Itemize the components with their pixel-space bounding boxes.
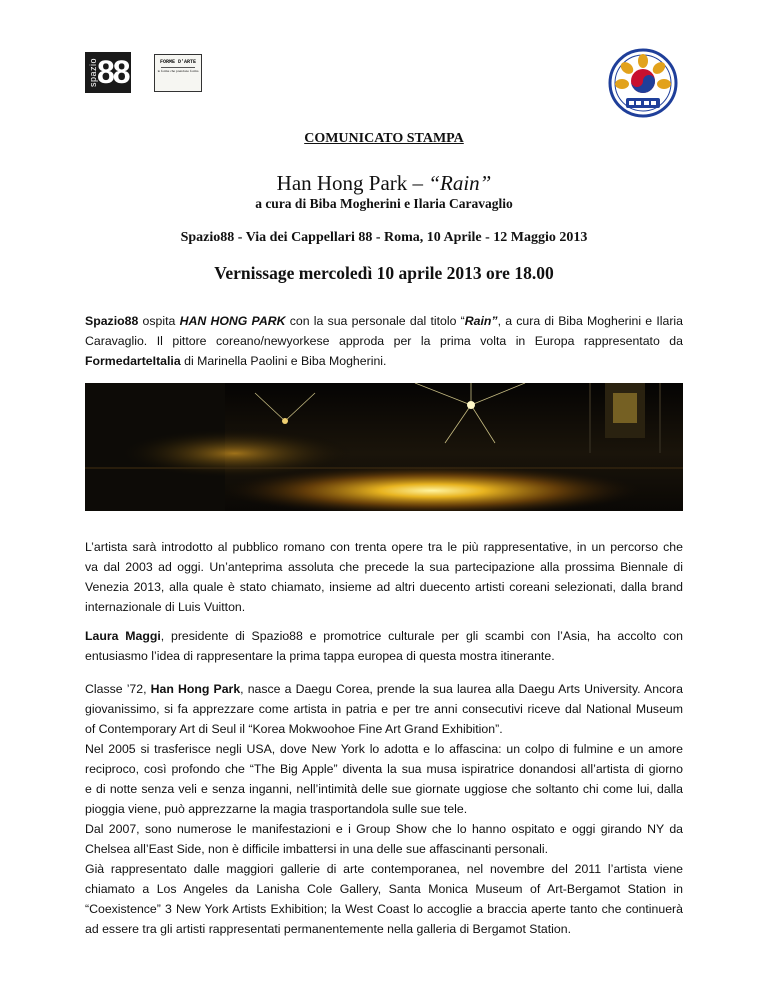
gallery-name: FormedarteItalia (85, 354, 181, 368)
paragraph-line: Dal 2007, sono numerose le manifestazioni e i Group Show che lo hanno ospitato e oggi girando NY da (85, 822, 683, 836)
paragraph-line (85, 679, 683, 699)
paragraph-line: va dal 2003 ad oggi. Un’anteprima assoluta che precede la sua partecipazione alla prossima Biennale di (85, 560, 683, 574)
forme-darte-logo (154, 54, 202, 92)
venue-name: Spazio88 (85, 314, 139, 328)
paragraph-line (85, 626, 683, 646)
intro-line-2: Caravaglio. Il pittore coreano/newyorkese approda per la prima volta in Europa rappresentato da (85, 334, 683, 348)
title-rain: Rain” (464, 314, 498, 328)
paragraph-line: Venezia 2013, alla quale è stato chiamato, insieme ad altri duecento artisti coreani selezionati, dalla brand (85, 580, 683, 594)
spazio-logo-text: spazio (88, 58, 98, 88)
intro-text: ospita (138, 314, 180, 328)
president-name: Laura Maggi (85, 629, 161, 643)
paragraph-line: reciproco, così profondo che “The Big Apple” diventa la sua musa ispiratrice donandosi all’artista di giorno (85, 762, 683, 776)
venue-dates-line: Spazio88 - Via dei Cappellari 88 - Roma, 10 Aprile - 12 Maggio 2013 (180, 230, 588, 245)
artist-name-bold: Han Hong Park (150, 682, 241, 696)
title-artist: Han Hong Park – (276, 171, 429, 195)
paragraph-text: Classe ’72, (85, 682, 151, 696)
paragraph-line: Già rappresentato dalle maggiori gallerie di arte contemporanea, nel novembre del 2011 l’artista viene (85, 862, 683, 876)
paragraph-line: entusiasmo l’idea di rappresentare la prima tappa europea di questa mostra itinerante. (85, 649, 555, 663)
paragraph-laura-maggi (85, 626, 683, 666)
intro-text: di Marinella Paolini e Biba Mogherini. (180, 354, 387, 368)
paragraph-line: chiamato a Los Angeles da Lanisha Cole Gallery, Santa Monica Museum of Art-Bergamot Station in (85, 882, 683, 896)
paragraph-line: “Coexistence” 3 New York Artists Exhibition; la West Coast lo accoglie a braccia aperte tanto che continuerà (85, 902, 683, 916)
paragraph-text: , nasce a Daegu Corea, prende la sua laurea alla Daegu Arts University. Ancora (240, 682, 683, 696)
paragraph-line: Nel 2005 si trasferisce negli USA, dove New York lo adotta e lo affascina: un colpo di fulmine e un amore (85, 742, 683, 756)
intro-text: , a cura di Biba Mogherini e Ilaria (497, 314, 683, 328)
forme-logo-title: FORME D'ARTE (159, 59, 196, 65)
intro-paragraph (85, 311, 683, 371)
korean-emblem-seal-icon (608, 48, 678, 118)
paragraph-line: e di notte senza veli e senza inganni, nell’intimità delle sue giornate uggiose che soltanto chi come lui, dalla (85, 782, 683, 796)
paragraph-biography (85, 679, 683, 939)
spazio-logo-number: 88 (97, 54, 129, 90)
curators-line: a cura di Biba Mogherini e Ilaria Caravaglio (255, 196, 513, 211)
rain-painting-image (85, 383, 683, 511)
spazio88-logo (85, 52, 131, 93)
paragraph-line: giovanissimo, si fa apprezzare come artista in patria e per tre anni consecutivi riceve dal National Museum (85, 702, 683, 716)
forme-logo-subtitle: le forme che prendono forma (157, 69, 199, 73)
paragraph-line: pioggia viene, può apprezzarne la magia trasportandola sulle sue tele. (85, 802, 468, 816)
title-work: “Rain” (428, 171, 492, 195)
paragraph-text: , presidente di Spazio88 e promotrice culturale per gli scambi con l’Asia, ha accolto con (160, 629, 683, 643)
artist-name: HAN HONG PARK (179, 314, 286, 328)
intro-line-1 (85, 311, 683, 331)
paragraph-line: internazionale di Luis Vuitton. (85, 600, 246, 614)
paragraph-line: of Contemporary Art di Seul il “Korea Mokwoohoe Fine Art Grand Exhibition”. (85, 722, 503, 736)
paragraph-line: Chelsea all’East Side, non è difficile imbattersi in una delle sue affascinanti personali. (85, 842, 549, 856)
paragraph-line: L’artista sarà introdotto al pubblico romano con trenta opere tra le più rappresentative, in un percorso che (85, 540, 683, 554)
paragraph-presentation (85, 537, 683, 617)
exhibition-title (0, 171, 768, 196)
forme-logo-divider (161, 67, 195, 68)
paragraph-line: ad essere tra gli artisti rappresentati permanentemente nella galleria di Bergamot Station. (85, 922, 571, 936)
intro-text: con la sua personale dal titolo “ (285, 314, 465, 328)
vernissage-line: Vernissage mercoledì 10 aprile 2013 ore 18.00 (214, 263, 554, 283)
intro-line-3 (85, 351, 683, 371)
press-release-heading: COMUNICATO STAMPA (304, 131, 464, 146)
